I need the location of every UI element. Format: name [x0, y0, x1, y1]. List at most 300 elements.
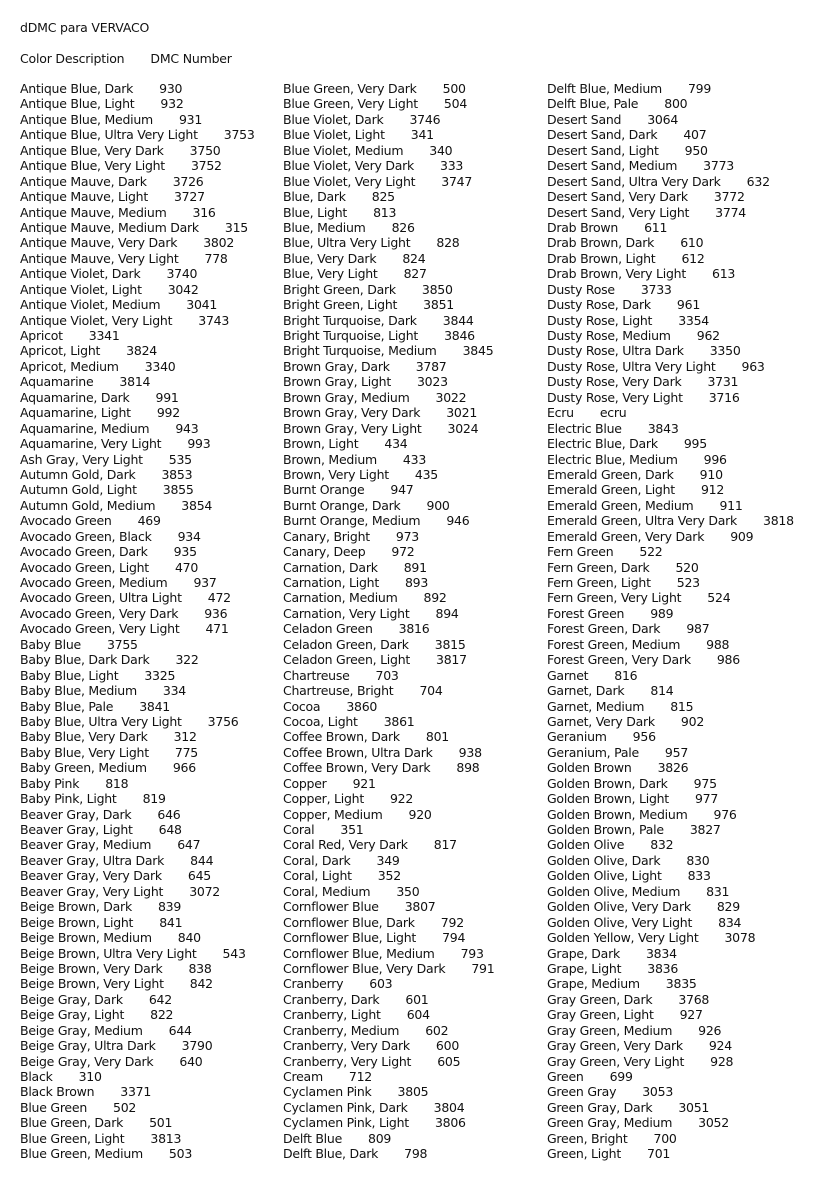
color-description: Avocado Green, Very Light [20, 621, 180, 637]
color-row [547, 174, 794, 189]
color-row [283, 652, 494, 667]
dmc-number: 936 [204, 605, 228, 621]
dmc-number: 3747 [441, 173, 473, 189]
color-row [283, 575, 494, 590]
dmc-number: 992 [156, 405, 180, 421]
color-description: Aquamarine, Medium [20, 420, 150, 436]
color-description: Cocoa [283, 698, 321, 714]
dmc-number: 825 [371, 189, 395, 205]
color-description: Green Gray, Medium [547, 1115, 673, 1131]
color-row [20, 235, 255, 250]
dmc-number: 500 [442, 81, 466, 96]
color-row [20, 1069, 255, 1084]
color-row [283, 1038, 494, 1053]
color-row [20, 143, 255, 158]
dmc-number: 822 [150, 1007, 174, 1023]
dmc-number: 3726 [172, 173, 204, 189]
color-description: Beige Brown, Medium [20, 930, 152, 946]
color-description: Avocado Green, Black [20, 528, 152, 544]
dmc-number: 991 [155, 389, 179, 405]
color-description: Gray Green, Very Dark [547, 1038, 683, 1054]
color-description: Blue Green, Very Dark [283, 81, 417, 96]
dmc-number: 840 [177, 930, 201, 946]
dmc-number: 3817 [436, 652, 467, 668]
dmc-number: 524 [707, 590, 731, 606]
dmc-number: 340 [429, 142, 453, 158]
color-row [547, 1131, 794, 1146]
color-description: Avocado Green, Light [20, 559, 149, 575]
dmc-number: 934 [177, 528, 201, 544]
color-row [547, 621, 794, 636]
color-row [20, 1131, 255, 1146]
color-description: Gray Green, Medium [547, 1022, 673, 1038]
color-row [547, 374, 794, 389]
color-description: Fern Green, Very Light [547, 590, 682, 606]
color-row [283, 467, 494, 482]
color-row [20, 992, 255, 1007]
color-row [283, 529, 494, 544]
dmc-number: 472 [207, 590, 231, 606]
dmc-number: 833 [687, 868, 711, 884]
dmc-number: 989 [650, 605, 674, 621]
dmc-number: 947 [390, 482, 414, 498]
color-description: Baby Pink, Light [20, 791, 117, 807]
dmc-number: 3731 [707, 374, 739, 390]
color-row [283, 1115, 494, 1130]
dmc-number: 775 [174, 744, 198, 760]
dmc-number-header: DMC Number [150, 51, 232, 66]
dmc-number: 3053 [642, 1084, 674, 1100]
color-description: Chartreuse, Bright [283, 683, 394, 699]
color-row [20, 621, 255, 636]
color-description: Brown Gray, Light [283, 374, 391, 390]
dmc-number: 503 [168, 1146, 193, 1162]
color-row [283, 899, 494, 914]
color-description: Antique Mauve, Very Light [20, 250, 179, 266]
dmc-number: 3354 [678, 312, 710, 328]
dmc-number: 912 [700, 482, 725, 498]
color-row [547, 915, 794, 930]
color-description: Carnation, Very Light [283, 605, 410, 621]
color-row [20, 282, 255, 297]
dmc-number: 892 [423, 590, 447, 606]
dmc-number: 813 [373, 204, 397, 220]
color-description: Cranberry [283, 976, 344, 992]
color-row [20, 81, 255, 96]
color-description: Baby Blue, Very Light [20, 744, 149, 760]
color-description: Garnet [547, 667, 589, 683]
color-description: Geranium [547, 729, 607, 745]
color-description: Beige Brown, Ultra Very Light [20, 945, 197, 961]
color-description: Emerald Green, Dark [547, 466, 674, 482]
dmc-number: 928 [710, 1053, 734, 1069]
dmc-number: 315 [224, 219, 248, 235]
dmc-number: 830 [686, 852, 710, 868]
color-row [283, 1100, 494, 1115]
color-description: Forest Green, Medium [547, 636, 681, 652]
color-row [283, 343, 494, 358]
color-description: Autumn Gold, Light [20, 482, 137, 498]
dmc-number: 322 [175, 652, 199, 668]
dmc-number: 3371 [120, 1084, 152, 1100]
color-description: Brown Gray, Very Dark [283, 405, 421, 421]
dmc-number: 995 [683, 436, 707, 452]
dmc-number: 613 [712, 266, 736, 282]
dmc-number: 3773 [703, 158, 734, 174]
color-row [20, 1115, 255, 1130]
color-row [283, 961, 494, 976]
color-row [547, 1069, 794, 1084]
color-description: Brown, Light [283, 436, 359, 452]
dmc-number: 931 [178, 111, 203, 127]
dmc-number: 334 [162, 683, 186, 699]
color-description: Drab Brown, Very Light [547, 266, 686, 282]
dmc-number: 352 [377, 868, 401, 884]
color-row [20, 683, 255, 698]
color-description: Cornflower Blue, Very Dark [283, 960, 446, 976]
color-row [20, 668, 255, 683]
dmc-number: 3846 [444, 328, 475, 343]
dmc-number: 932 [160, 96, 184, 112]
color-row [547, 668, 794, 683]
color-row [20, 915, 255, 930]
dmc-number: 3804 [433, 1099, 465, 1115]
dmc-number: 3845 [462, 343, 494, 359]
dmc-number: 645 [187, 868, 212, 884]
color-description: Celadon Green [283, 621, 373, 637]
color-row [20, 1146, 255, 1161]
dmc-number: 3854 [181, 497, 213, 513]
dmc-number: 935 [173, 544, 197, 560]
color-description: Avocado Green [20, 513, 112, 529]
color-row [547, 745, 794, 760]
color-row [20, 946, 255, 961]
color-row [547, 513, 794, 528]
color-description: Blue Violet, Medium [283, 142, 404, 158]
color-row [283, 282, 494, 297]
color-description: Emerald Green, Light [547, 482, 675, 498]
color-description: Apricot, Medium [20, 358, 119, 374]
color-row [20, 729, 255, 744]
color-row [283, 1023, 494, 1038]
color-description: Electric Blue [547, 420, 622, 436]
color-row [20, 313, 255, 328]
dmc-number: 3325 [144, 667, 176, 683]
color-row [283, 699, 494, 714]
color-description: Blue, Very Light [283, 266, 378, 282]
color-description: Apricot [20, 328, 63, 343]
color-description: Cranberry, Very Light [283, 1053, 412, 1069]
dmc-number: 950 [684, 142, 708, 158]
color-row [283, 1146, 494, 1161]
dmc-number: 351 [340, 822, 364, 837]
color-row [547, 930, 794, 945]
color-description: Baby Blue [20, 636, 81, 652]
color-row [283, 1084, 494, 1099]
color-description: Avocado Green, Very Dark [20, 605, 179, 621]
color-description: Burnt Orange, Dark [283, 497, 401, 513]
dmc-number: 3826 [657, 760, 689, 776]
color-description: Golden Olive [547, 837, 625, 853]
dmc-number: 973 [395, 528, 420, 544]
color-description: Beaver Gray, Ultra Dark [20, 852, 165, 868]
dmc-number: 3727 [173, 189, 205, 205]
color-description: Brown, Medium [283, 451, 377, 467]
color-row [20, 189, 255, 204]
dmc-number: 921 [352, 775, 376, 791]
dmc-number: 3790 [181, 1038, 213, 1054]
color-description: Golden Olive, Very Light [547, 914, 693, 930]
dmc-number: 504 [443, 96, 468, 112]
dmc-number: 3816 [398, 621, 430, 637]
color-description: Blue Violet, Very Dark [283, 158, 414, 174]
color-row [547, 251, 794, 266]
color-row [547, 282, 794, 297]
color-row [20, 884, 255, 899]
dmc-number: 817 [433, 837, 457, 853]
color-row [283, 606, 494, 621]
dmc-number: 963 [741, 358, 765, 374]
dmc-number: 3021 [446, 405, 478, 421]
color-row [283, 436, 494, 451]
color-description: Desert Sand, Light [547, 142, 659, 158]
color-description: Cranberry, Very Dark [283, 1038, 410, 1054]
color-description: Antique Mauve, Dark [20, 173, 147, 189]
color-description: Golden Olive, Light [547, 868, 662, 884]
color-row [547, 189, 794, 204]
color-row [20, 791, 255, 806]
dmc-number: 826 [391, 219, 415, 235]
dmc-number: 434 [384, 436, 408, 452]
color-row [283, 313, 494, 328]
dmc-number: 792 [440, 914, 464, 930]
color-row [20, 452, 255, 467]
dmc-number: 909 [730, 528, 754, 544]
dmc-number: 3716 [708, 389, 740, 405]
dmc-number: 988 [706, 636, 730, 652]
color-description: Apricot, Light [20, 343, 101, 359]
color-row [20, 482, 255, 497]
color-description: Autumn Gold, Medium [20, 497, 156, 513]
color-description: Golden Olive, Medium [547, 883, 681, 899]
color-description: Green Gray, Dark [547, 1099, 653, 1115]
color-row [283, 760, 494, 775]
color-description: Delft Blue, Pale [547, 96, 639, 112]
color-description: Desert Sand, Ultra Very Dark [547, 173, 721, 189]
color-row [20, 467, 255, 482]
color-description: Bright Green, Light [283, 297, 398, 313]
dmc-number: 834 [718, 914, 742, 930]
color-description: Aquamarine, Very Light [20, 436, 162, 452]
dmc-number: 831 [706, 883, 730, 899]
color-row [283, 235, 494, 250]
color-description: Canary, Deep [283, 544, 366, 560]
dmc-number: 902 [680, 713, 705, 729]
color-row [547, 853, 794, 868]
dmc-number: 3733 [640, 281, 672, 297]
dmc-number: 3815 [434, 636, 466, 652]
color-row [283, 174, 494, 189]
color-row [547, 683, 794, 698]
dmc-number: 3743 [198, 312, 230, 328]
color-row [20, 590, 255, 605]
color-row [283, 714, 494, 729]
dmc-number: 793 [460, 945, 484, 961]
dmc-number: 3746 [409, 111, 441, 127]
color-description: Beige Gray, Very Dark [20, 1053, 154, 1069]
dmc-number: 986 [716, 652, 740, 668]
color-row [547, 266, 794, 281]
color-row [20, 807, 255, 822]
color-row [283, 791, 494, 806]
color-row [283, 143, 494, 158]
color-row [20, 930, 255, 945]
color-row [20, 652, 255, 667]
color-row [283, 590, 494, 605]
dmc-number: 800 [664, 96, 688, 112]
color-description: Beige Brown, Dark [20, 899, 132, 915]
color-description: Drab Brown [547, 219, 619, 235]
color-description: Desert Sand, Dark [547, 127, 658, 143]
dmc-number: 647 [177, 837, 201, 853]
dmc-number: 602 [425, 1022, 449, 1038]
color-description: Cornflower Blue, Dark [283, 914, 415, 930]
color-description: Green [547, 1069, 584, 1084]
dmc-number: 471 [205, 621, 229, 637]
color-row [547, 436, 794, 451]
dmc-number: 316 [192, 204, 216, 220]
dmc-number: 646 [157, 806, 181, 822]
color-row [283, 374, 494, 389]
color-description: Fern Green [547, 544, 614, 560]
dmc-number: 946 [446, 513, 470, 529]
color-description: Delft Blue, Dark [283, 1146, 379, 1162]
dmc-number: 700 [653, 1130, 677, 1146]
dmc-number: 3350 [709, 343, 741, 359]
dmc-number: 3835 [665, 976, 697, 992]
color-row [20, 1038, 255, 1053]
dmc-number: 470 [174, 559, 199, 575]
dmc-number: 3818 [763, 513, 794, 529]
color-column-2 [283, 81, 494, 1162]
color-row [283, 513, 494, 528]
color-description: Carnation, Medium [283, 590, 398, 606]
dmc-number: 794 [442, 930, 466, 946]
color-row [20, 1084, 255, 1099]
dmc-number: 704 [419, 683, 443, 699]
color-description: Cyclamen Pink, Dark [283, 1099, 408, 1115]
dmc-number: 600 [435, 1038, 460, 1054]
dmc-number: 3740 [166, 266, 198, 282]
color-description: Golden Brown, Medium [547, 806, 688, 822]
document-title: dDMC para VERVACO [20, 20, 150, 35]
color-description: Grape, Medium [547, 976, 640, 992]
dmc-number: 522 [639, 544, 663, 560]
color-description: Baby Blue, Light [20, 667, 119, 683]
color-description: Beaver Gray, Very Dark [20, 868, 162, 884]
color-row [547, 1054, 794, 1069]
color-description: Blue Green, Light [20, 1130, 125, 1146]
color-row [20, 405, 255, 420]
dmc-number: 3813 [150, 1130, 182, 1146]
color-description: Baby Blue, Medium [20, 683, 137, 699]
dmc-number: 3042 [167, 281, 199, 297]
color-row [547, 637, 794, 652]
color-row [283, 328, 494, 343]
color-description: Golden Olive, Dark [547, 852, 661, 868]
color-description: Emerald Green, Ultra Very Dark [547, 513, 737, 529]
dmc-number: 3807 [404, 899, 436, 915]
color-description: Coffee Brown, Dark [283, 729, 400, 745]
color-description: Aquamarine, Dark [20, 389, 130, 405]
dmc-number: 644 [168, 1022, 192, 1038]
color-row [283, 220, 494, 235]
color-description: Ash Gray, Very Light [20, 451, 143, 467]
color-description: Electric Blue, Dark [547, 436, 658, 452]
dmc-number: 3850 [421, 281, 453, 297]
color-description: Blue, Light [283, 204, 348, 220]
color-description: Beige Brown, Very Light [20, 976, 164, 992]
color-description: Cornflower Blue, Light [283, 930, 417, 946]
dmc-number: 312 [173, 729, 197, 745]
dmc-number: 3843 [647, 420, 679, 436]
color-description: Emerald Green, Medium [547, 497, 694, 513]
color-description: Brown Gray, Dark [283, 358, 390, 374]
color-description: Antique Mauve, Medium Dark [20, 219, 199, 235]
color-description: Green Gray [547, 1084, 617, 1100]
color-row [20, 1100, 255, 1115]
color-row [283, 560, 494, 575]
color-description-header: Color Description [20, 51, 125, 66]
color-row [547, 807, 794, 822]
column-header [20, 51, 232, 67]
color-row [20, 174, 255, 189]
color-row [547, 235, 794, 250]
color-description: Blue Violet, Light [283, 127, 385, 143]
dmc-number: 3853 [161, 466, 193, 482]
color-row [20, 606, 255, 621]
dmc-number: 842 [189, 976, 213, 992]
dmc-number: 924 [708, 1038, 732, 1054]
color-row [20, 158, 255, 173]
dmc-number: 3805 [397, 1084, 429, 1100]
dmc-number: 3051 [678, 1099, 710, 1115]
dmc-number: 827 [403, 266, 427, 282]
dmc-number: 818 [105, 775, 129, 791]
dmc-number: 701 [647, 1146, 671, 1162]
dmc-number: 966 [172, 760, 196, 776]
color-description: Forest Green, Dark [547, 621, 661, 637]
dmc-number: 828 [436, 235, 460, 251]
color-description: Garnet, Very Dark [547, 713, 655, 729]
dmc-number: 893 [404, 575, 429, 590]
color-row [20, 1023, 255, 1038]
color-description: Avocado Green, Medium [20, 575, 168, 590]
color-row [283, 112, 494, 127]
color-description: Avocado Green, Dark [20, 544, 148, 560]
dmc-number: 523 [676, 575, 700, 590]
color-description: Garnet, Dark [547, 683, 625, 699]
dmc-number: 3750 [189, 142, 221, 158]
color-row [283, 251, 494, 266]
color-row [283, 930, 494, 945]
color-description: Emerald Green, Very Dark [547, 528, 705, 544]
color-row [20, 328, 255, 343]
color-row [20, 359, 255, 374]
color-description: Antique Mauve, Very Dark [20, 235, 178, 251]
dmc-number: 703 [375, 667, 399, 683]
color-description: Coral [283, 822, 315, 837]
